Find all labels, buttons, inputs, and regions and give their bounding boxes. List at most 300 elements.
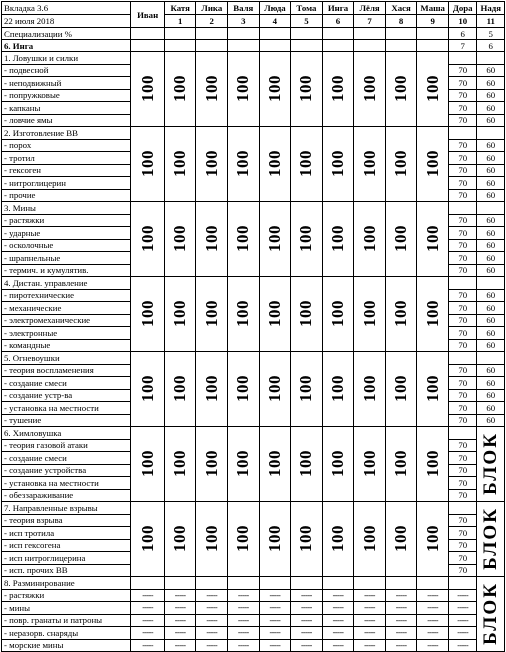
empty-mark: ----- [322, 614, 354, 627]
empty-mark: ----- [354, 627, 386, 640]
score-cell [164, 202, 196, 277]
skill-item: - исп нитроглицерина [2, 552, 131, 565]
skill-item: - исп тротила [2, 527, 131, 540]
score-cell [385, 427, 417, 502]
empty-mark: ----- [448, 602, 477, 615]
score-value: 100 [264, 524, 284, 552]
score-value: 100 [328, 149, 347, 177]
sheet-date: 22 июля 2018 [2, 15, 131, 28]
block-label: БЛОК [479, 581, 501, 645]
nadya-score: 60 [477, 377, 505, 390]
score-cell [417, 277, 449, 352]
score-cell [354, 502, 386, 577]
empty-mark: ----- [259, 602, 291, 615]
score-cell [228, 52, 260, 127]
score-value: 100 [391, 524, 411, 552]
score-cell [291, 502, 323, 577]
nadya-score: 60 [477, 227, 505, 240]
nadya-score: 60 [477, 114, 505, 127]
score-cell [164, 427, 196, 502]
name-katya: Катя [164, 2, 196, 15]
spec-nadya: 5 [477, 28, 505, 40]
score-cell [164, 277, 196, 352]
score-value: 100 [296, 224, 316, 252]
empty-mark: ----- [385, 627, 417, 640]
dora-score: 70 [448, 339, 477, 352]
score-cell [259, 202, 291, 277]
dora-score: 70 [448, 77, 477, 90]
empty-mark: ----- [385, 589, 417, 602]
dora-score: 70 [448, 227, 477, 240]
score-cell [417, 352, 449, 427]
nadya-score: 60 [477, 302, 505, 315]
empty-mark: ----- [417, 614, 449, 627]
score-cell [196, 427, 228, 502]
skill-item: - обеззараживание [2, 489, 131, 502]
score-cell [417, 202, 449, 277]
dora-score: 70 [448, 389, 477, 402]
skill-item: - ловчие ямы [2, 114, 131, 127]
dora-score: 70 [448, 189, 477, 202]
number-khasya: 8 [385, 15, 417, 28]
empty-mark: ----- [354, 639, 386, 652]
score-value: 100 [264, 299, 284, 327]
empty-mark: ----- [354, 614, 386, 627]
empty-mark: ----- [196, 627, 228, 640]
nadya-score: 60 [477, 314, 505, 327]
skill-item: - растяжки [2, 214, 131, 227]
score-cell [354, 202, 386, 277]
score-cell [131, 277, 165, 352]
dora-score: 70 [448, 89, 477, 102]
nadya-score: 60 [477, 77, 505, 90]
skill-item: - теория газовой атаки [2, 439, 131, 452]
nadya-score: 60 [477, 389, 505, 402]
nadya-score: 60 [477, 139, 505, 152]
score-cell [385, 502, 417, 577]
score-cell [322, 127, 354, 202]
empty-mark: ----- [259, 614, 291, 627]
name-valya: Валя [228, 2, 260, 15]
score-value: 100 [422, 299, 442, 327]
score-cell [259, 52, 291, 127]
skill-item: - морские мины [2, 639, 131, 652]
score-cell [354, 427, 386, 502]
number-dora: 10 [448, 15, 477, 28]
empty-mark: ----- [354, 602, 386, 615]
score-value: 100 [137, 74, 157, 102]
dora-score: 70 [448, 102, 477, 115]
dora-score: 70 [448, 514, 477, 527]
score-value: 100 [296, 299, 316, 327]
empty-mark: ----- [385, 639, 417, 652]
score-value: 100 [359, 149, 379, 177]
dora-score: 70 [448, 377, 477, 390]
score-cell [196, 127, 228, 202]
skill-item: - пиротехнические [2, 289, 131, 302]
empty-mark: ----- [448, 627, 477, 640]
nadya-score: 60 [477, 102, 505, 115]
dora-score: 70 [448, 402, 477, 415]
training-table [1, 1, 505, 652]
skill-item: - капканы [2, 102, 131, 115]
nadya-score: 60 [477, 414, 505, 427]
name-lyolya: Лёля [354, 2, 386, 15]
empty-mark: ----- [164, 602, 196, 615]
number-lyuda: 4 [259, 15, 291, 28]
score-value: 100 [391, 74, 411, 102]
number-lyolya: 7 [354, 15, 386, 28]
name-toma: Тома [291, 2, 323, 15]
empty-mark: ----- [259, 639, 291, 652]
empty-mark: ----- [322, 602, 354, 615]
score-value: 100 [359, 524, 379, 552]
score-value: 100 [137, 224, 157, 252]
empty-mark: ----- [291, 589, 323, 602]
skill-item: - осколочные [2, 239, 131, 252]
score-cell [228, 352, 260, 427]
score-value: 100 [201, 299, 221, 327]
score-cell [228, 502, 260, 577]
nadya-score: 60 [477, 239, 505, 252]
skill-item: - подвесной [2, 64, 131, 77]
skill-item: - тушение [2, 414, 131, 427]
score-value: 100 [264, 149, 284, 177]
name-ivan: Иван [131, 2, 165, 28]
skill-item: - механические [2, 302, 131, 315]
empty-mark: ----- [228, 627, 260, 640]
nadya-score: 60 [477, 339, 505, 352]
score-value: 100 [233, 524, 253, 552]
nadya-score: 60 [477, 289, 505, 302]
score-value: 100 [201, 149, 221, 177]
empty-mark: ----- [164, 589, 196, 602]
empty-mark: ----- [448, 614, 477, 627]
score-value: 100 [170, 149, 190, 177]
score-value: 100 [296, 374, 316, 402]
score-cell [164, 352, 196, 427]
score-cell [291, 277, 323, 352]
score-value: 100 [233, 149, 253, 177]
score-cell [322, 352, 354, 427]
name-lika: Лика [196, 2, 228, 15]
score-cell [259, 127, 291, 202]
score-value: 100 [422, 74, 442, 102]
score-cell [131, 502, 165, 577]
score-cell [228, 202, 260, 277]
name-khasya: Хася [385, 2, 417, 15]
skill-item: - прочие [2, 189, 131, 202]
section-title: 7. Направленные взрывы [2, 502, 131, 515]
score-value: 100 [233, 74, 253, 102]
dora-score: 70 [448, 539, 477, 552]
dora-score: 70 [448, 414, 477, 427]
skill-item: - растяжки [2, 589, 131, 602]
score-value: 100 [422, 374, 442, 402]
score-value: 100 [296, 449, 316, 477]
empty-mark: ----- [322, 639, 354, 652]
score-value: 100 [296, 149, 316, 177]
score-cell [164, 502, 196, 577]
block-cell [477, 427, 505, 502]
score-value: 100 [201, 524, 221, 552]
score-value: 100 [296, 524, 316, 552]
empty-mark: ----- [164, 627, 196, 640]
dora-score: 70 [448, 527, 477, 540]
score-cell [291, 52, 323, 127]
score-cell [196, 502, 228, 577]
score-cell [417, 127, 449, 202]
score-cell [164, 52, 196, 127]
score-value: 100 [170, 374, 190, 402]
dora-score: 70 [448, 439, 477, 452]
score-cell [354, 52, 386, 127]
number-masha: 9 [417, 15, 449, 28]
dora-score: 70 [448, 239, 477, 252]
nadya-score: 60 [477, 327, 505, 340]
skill-item: - тротил [2, 152, 131, 165]
dora-score: 70 [448, 464, 477, 477]
score-cell [417, 502, 449, 577]
inga-nadya: 6 [477, 40, 505, 52]
skill-item: - теория взрыва [2, 514, 131, 527]
score-value: 100 [170, 524, 190, 552]
score-cell [131, 127, 165, 202]
empty-mark: ----- [196, 589, 228, 602]
score-cell [196, 277, 228, 352]
nadya-score: 60 [477, 214, 505, 227]
score-value: 100 [422, 524, 442, 552]
score-value: 100 [359, 449, 379, 477]
score-cell [322, 52, 354, 127]
empty-mark: ----- [259, 627, 291, 640]
nadya-score: 60 [477, 189, 505, 202]
dora-score: 70 [448, 314, 477, 327]
score-value: 100 [391, 374, 411, 402]
dora-score: 70 [448, 289, 477, 302]
score-cell [131, 52, 165, 127]
score-cell [228, 127, 260, 202]
score-value: 100 [328, 299, 347, 327]
dora-score: 70 [448, 177, 477, 190]
dora-score: 70 [448, 452, 477, 465]
empty-mark: ----- [291, 627, 323, 640]
score-value: 100 [359, 74, 379, 102]
dora-score: 70 [448, 152, 477, 165]
dora-score: 70 [448, 252, 477, 265]
skill-item: - гексоген [2, 164, 131, 177]
skill-item: - теория воспламенения [2, 364, 131, 377]
dora-score: 70 [448, 139, 477, 152]
empty-mark: ----- [417, 602, 449, 615]
skill-item: - создание устройства [2, 464, 131, 477]
section-title: 1. Ловушки и силки [2, 52, 131, 65]
name-lyuda: Люда [259, 2, 291, 15]
empty-mark: ----- [196, 639, 228, 652]
dora-score: 70 [448, 327, 477, 340]
section-title: 3. Мины [2, 202, 131, 215]
number-inga: 6 [322, 15, 354, 28]
score-cell [259, 277, 291, 352]
score-value: 100 [422, 224, 442, 252]
nadya-score: 60 [477, 364, 505, 377]
score-cell [196, 352, 228, 427]
empty-mark: ----- [291, 614, 323, 627]
block-cell [477, 577, 505, 652]
name-masha: Маша [417, 2, 449, 15]
score-cell [259, 502, 291, 577]
dora-score: 70 [448, 264, 477, 277]
score-value: 100 [422, 449, 442, 477]
score-value: 100 [422, 149, 442, 177]
empty-mark: ----- [417, 627, 449, 640]
empty-mark: ----- [448, 639, 477, 652]
score-cell [259, 352, 291, 427]
empty-mark: ----- [196, 602, 228, 615]
dora-score: 70 [448, 64, 477, 77]
score-cell [291, 352, 323, 427]
section-title: 5. Огневоушки [2, 352, 131, 365]
score-value: 100 [264, 374, 284, 402]
empty-mark: ----- [131, 614, 165, 627]
score-cell [354, 352, 386, 427]
empty-mark: ----- [417, 639, 449, 652]
skill-item: - мины [2, 602, 131, 615]
score-cell [196, 202, 228, 277]
empty-mark: ----- [228, 602, 260, 615]
score-value: 100 [170, 449, 190, 477]
score-value: 100 [359, 299, 379, 327]
score-value: 100 [170, 224, 190, 252]
score-value: 100 [391, 449, 411, 477]
empty-mark: ----- [291, 602, 323, 615]
empty-mark: ----- [228, 639, 260, 652]
score-value: 100 [264, 449, 284, 477]
block-cell [477, 502, 505, 577]
block-label: БЛОК [479, 431, 501, 495]
dora-score: 70 [448, 114, 477, 127]
nadya-score: 60 [477, 64, 505, 77]
skill-item: - исп гексогена [2, 539, 131, 552]
dora-score: 70 [448, 477, 477, 490]
score-cell [322, 427, 354, 502]
score-cell [417, 52, 449, 127]
skill-item: - неразорв. снаряды [2, 627, 131, 640]
empty-mark: ----- [131, 639, 165, 652]
skill-item: - повр. гранаты и патроны [2, 614, 131, 627]
score-value: 100 [170, 299, 190, 327]
nadya-score: 60 [477, 177, 505, 190]
score-value: 100 [328, 449, 347, 477]
score-value: 100 [233, 449, 253, 477]
skill-item: - исп. прочих ВВ [2, 564, 131, 577]
number-lika: 2 [196, 15, 228, 28]
nadya-score: 60 [477, 152, 505, 165]
number-toma: 5 [291, 15, 323, 28]
skill-item: - шрапнельные [2, 252, 131, 265]
score-cell [322, 502, 354, 577]
empty-mark: ----- [131, 627, 165, 640]
skill-item: - термич. и кумулятив. [2, 264, 131, 277]
nadya-score: 60 [477, 402, 505, 415]
score-cell [385, 127, 417, 202]
score-value: 100 [391, 149, 411, 177]
skill-item: - нитроглицерин [2, 177, 131, 190]
empty-mark: ----- [291, 639, 323, 652]
dora-score: 70 [448, 302, 477, 315]
score-cell [131, 427, 165, 502]
empty-mark: ----- [322, 627, 354, 640]
score-cell [131, 352, 165, 427]
score-value: 100 [201, 224, 221, 252]
dora-score: 70 [448, 164, 477, 177]
section-title: 4. Дистан. управление [2, 277, 131, 290]
empty-mark: ----- [131, 589, 165, 602]
dora-score: 70 [448, 364, 477, 377]
score-cell [228, 277, 260, 352]
sheet-title: Вкладка 3.6 [2, 2, 131, 15]
score-cell [385, 52, 417, 127]
score-value: 100 [170, 74, 190, 102]
inga-label: 6. Инга [2, 40, 131, 52]
score-value: 100 [137, 374, 157, 402]
block-label: БЛОК [479, 506, 501, 570]
empty-mark: ----- [228, 614, 260, 627]
dora-score: 70 [448, 564, 477, 577]
score-cell [291, 127, 323, 202]
nadya-score: 60 [477, 264, 505, 277]
empty-mark: ----- [228, 589, 260, 602]
score-value: 100 [391, 299, 411, 327]
section-title: 2. Изготовление ВВ [2, 127, 131, 140]
score-cell [291, 202, 323, 277]
score-value: 100 [391, 224, 411, 252]
score-cell [354, 277, 386, 352]
score-cell [385, 352, 417, 427]
score-cell [259, 427, 291, 502]
empty-mark: ----- [448, 589, 477, 602]
spec-dora: 6 [448, 28, 477, 40]
empty-mark: ----- [322, 589, 354, 602]
empty-mark: ----- [385, 602, 417, 615]
score-value: 100 [328, 524, 347, 552]
skill-item: - неподвижный [2, 77, 131, 90]
nadya-score: 60 [477, 164, 505, 177]
skill-item: - электромеханические [2, 314, 131, 327]
nadya-score: 60 [477, 89, 505, 102]
score-value: 100 [328, 224, 347, 252]
number-nadya: 11 [477, 15, 505, 28]
score-value: 100 [201, 449, 221, 477]
score-cell [322, 277, 354, 352]
score-cell [385, 277, 417, 352]
empty-mark: ----- [131, 602, 165, 615]
score-value: 100 [137, 149, 157, 177]
score-value: 100 [201, 374, 221, 402]
number-katya: 1 [164, 15, 196, 28]
score-cell [385, 202, 417, 277]
empty-mark: ----- [196, 614, 228, 627]
score-value: 100 [328, 74, 347, 102]
section-title: 8. Разминирование [2, 577, 131, 590]
score-cell [354, 127, 386, 202]
empty-mark: ----- [354, 589, 386, 602]
empty-mark: ----- [417, 589, 449, 602]
score-cell [196, 52, 228, 127]
score-cell [228, 427, 260, 502]
section-title: 6. Химловушка [2, 427, 131, 440]
inga-dora: 7 [448, 40, 477, 52]
